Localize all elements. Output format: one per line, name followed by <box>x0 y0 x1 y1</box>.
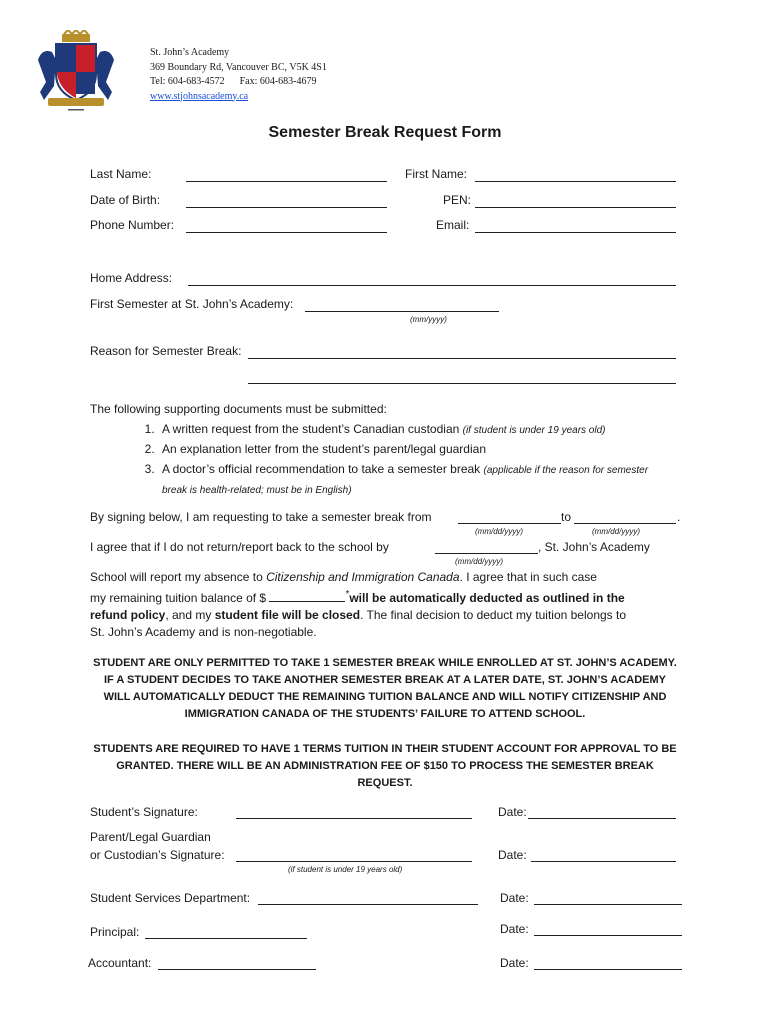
return-date-hint: (mm/dd/yyyy) <box>455 557 503 566</box>
from-date-hint: (mm/dd/yyyy) <box>475 527 523 536</box>
principal-signature-field[interactable] <box>145 938 307 939</box>
guardian-date-field[interactable] <box>531 861 676 862</box>
principal-label: Principal: <box>90 925 140 939</box>
school-phone-fax <box>150 75 327 90</box>
school-website-link[interactable]: www.stjohnsacademy.ca <box>150 90 249 102</box>
break-from-date-field[interactable] <box>458 523 561 524</box>
principal-date-field[interactable] <box>534 935 682 936</box>
break-request-text: By signing below, I am requesting to take a semester break from <box>90 510 432 524</box>
first-semester-hint: (mm/yyyy) <box>410 315 447 324</box>
student-signature-label: Student’s Signature: <box>90 805 198 819</box>
to-date-hint: (mm/dd/yyyy) <box>592 527 640 536</box>
accountant-label: Accountant: <box>88 956 152 970</box>
guardian-signature-label-1: Parent/Legal Guardian <box>90 830 211 844</box>
student-signature-field[interactable] <box>236 818 472 819</box>
last-name-field[interactable] <box>186 181 387 182</box>
accountant-signature-field[interactable] <box>158 969 316 970</box>
home-address-label: Home Address: <box>90 271 173 285</box>
documents-intro: The following supporting documents must be submitted: <box>90 402 387 416</box>
accountant-date-label: Date: <box>500 956 529 970</box>
home-address-field[interactable] <box>188 285 676 286</box>
email-field[interactable] <box>475 232 676 233</box>
reason-label: Reason for Semester Break: <box>90 344 242 358</box>
semester-break-limit-notice: STUDENT ARE ONLY PERMITTED TO TAKE 1 SEMESTER BREAK WHILE ENROLLED AT ST. JOHN’S ACADEMY. IF A STUDENT DECIDES TO TAKE ANOTHER SEMESTER BREAK AT A LATER DATE, ST. JOHN’S ACADEMY WILL AUTOMATICALLY DEDUCT THE REMAINING TUITION BALANCE AND WILL NOTIFY CITIZENSHIP AND IMMIGRATION CANADA OF THE STUDENTS’ FAILURE TO ATTEND SCHOOL. <box>93 657 677 720</box>
school-fax: Fax: 604-683-4679 <box>239 76 317 87</box>
tuition-balance-field[interactable] <box>269 591 345 602</box>
guardian-hint: (if student is under 19 years old) <box>288 865 403 874</box>
student-date-field[interactable] <box>528 818 676 819</box>
accountant-date-field[interactable] <box>534 969 682 970</box>
pen-field[interactable] <box>475 207 676 208</box>
tuition-requirement-notice: STUDENTS ARE REQUIRED TO HAVE 1 TERMS TUITION IN THEIR STUDENT ACCOUNT FOR APPROVAL TO BE GRANTED. THERE WILL BE AN ADMINISTRATION FEE OF $150 TO PROCESS THE SEMESTER BREAK REQUEST. <box>93 743 677 789</box>
school-crest-logo <box>34 30 118 114</box>
school-tel: Tel: 604-683-4572 <box>150 76 225 87</box>
first-name-field[interactable] <box>475 181 676 182</box>
guardian-signature-field[interactable] <box>236 861 472 862</box>
guardian-date-label: Date: <box>498 848 527 862</box>
phone-field[interactable] <box>186 232 387 233</box>
reason-field-line-1[interactable] <box>248 358 676 359</box>
school-info <box>150 46 327 104</box>
document-item-2: 2. An explanation letter from the student’s parent/legal guardian <box>158 440 690 460</box>
return-agreement-text: I agree that if I do not return/report back to the school by <box>90 540 389 554</box>
principal-date-label: Date: <box>500 922 529 936</box>
first-semester-field[interactable] <box>305 311 499 312</box>
student-services-signature-field[interactable] <box>258 904 478 905</box>
phone-label: Phone Number: <box>90 218 175 232</box>
services-date-label: Date: <box>500 891 529 905</box>
school-name: St. John’s Academy <box>150 47 230 58</box>
first-semester-label: First Semester at St. John’s Academy: <box>90 297 294 311</box>
pen-label: PEN: <box>443 193 472 207</box>
student-services-label: Student Services Department: <box>90 891 251 905</box>
first-name-label: First Name: <box>405 167 468 181</box>
document-item-3: 3. A doctor’s official recommendation to take a semester break (applicable if the reason for semester break is health-related; must be in English) <box>158 460 662 501</box>
document-item-1: 1. A written request from the student’s Canadian custodian (if student is under 19 years old) <box>158 420 690 441</box>
break-to-label: to <box>561 510 572 524</box>
form-title: Semester Break Request Form <box>268 124 502 141</box>
reason-field-line-2[interactable] <box>248 383 676 384</box>
agreement-paragraph: School will report my absence to Citizenship and Immigration Canada. I agree that in such case my remaining tuition balance of $ *will be automatically deducted as outlined in the refund policy, and my student file will be closed. The final decision to deduct my tuition belongs to St. John’s Academy and is non-negotiable. <box>90 570 627 639</box>
return-agreement-text-2: , St. John’s Academy <box>538 540 650 554</box>
break-to-date-field[interactable] <box>574 523 676 524</box>
student-date-label: Date: <box>498 805 527 819</box>
supporting-documents <box>90 400 690 501</box>
dob-field[interactable] <box>186 207 387 208</box>
email-label: Email: <box>436 218 470 232</box>
guardian-signature-label-2: or Custodian’s Signature: <box>90 848 225 862</box>
dob-label: Date of Birth: <box>90 193 161 207</box>
return-date-field[interactable] <box>435 553 538 554</box>
last-name-label: Last Name: <box>90 167 152 181</box>
services-date-field[interactable] <box>534 904 682 905</box>
school-address: 369 Boundary Rd, Vancouver BC, V5K 4S1 <box>150 61 327 73</box>
